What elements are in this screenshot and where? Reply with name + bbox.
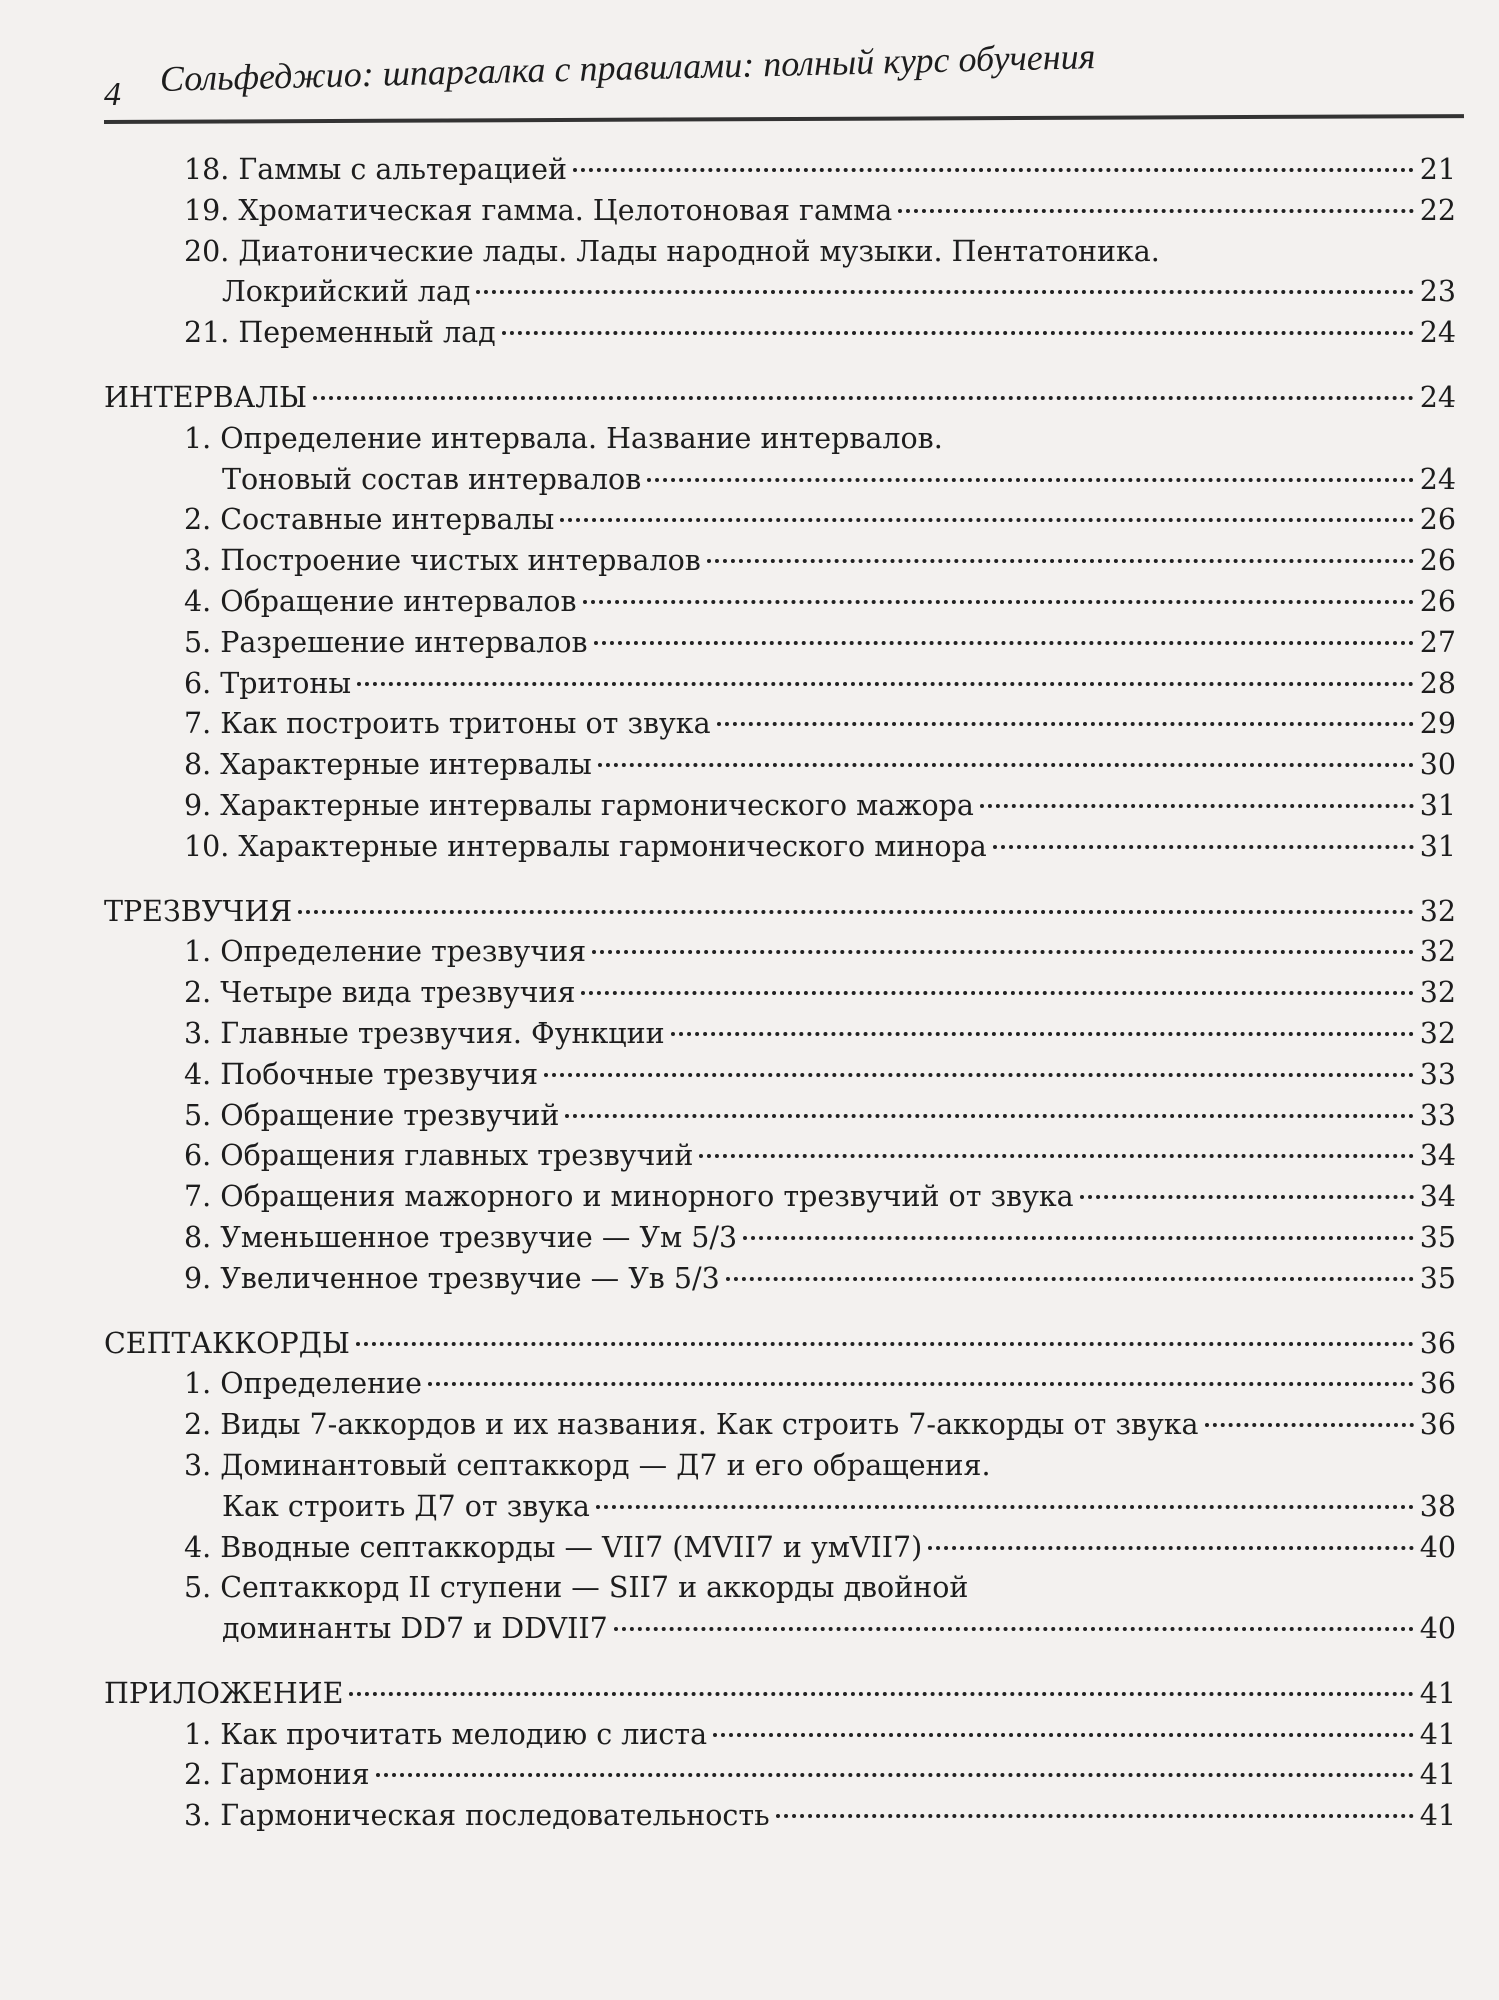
page-ref: 29 bbox=[1419, 707, 1456, 741]
dot-leader bbox=[376, 1773, 1414, 1777]
dot-leader bbox=[980, 804, 1414, 808]
page-ref: 41 bbox=[1419, 1758, 1456, 1792]
entry-title: 7. Как построить тритоны от звука bbox=[184, 707, 711, 741]
page-ref: 22 bbox=[1419, 193, 1456, 227]
page-ref: 23 bbox=[1419, 275, 1456, 309]
entry-title: 5. Разрешение интервалов bbox=[184, 625, 588, 659]
dot-leader bbox=[565, 1114, 1413, 1118]
entry-title: 2. Виды 7-аккордов и их названия. Как строить 7-аккорды от звука bbox=[184, 1408, 1199, 1442]
page-ref: 41 bbox=[1419, 1717, 1456, 1751]
entry-title: 8. Характерные интервалы bbox=[184, 748, 592, 782]
page-ref: 36 bbox=[1419, 1408, 1456, 1442]
toc-entry bbox=[104, 582, 1456, 623]
toc-entry bbox=[104, 1487, 1456, 1528]
page-ref: 32 bbox=[1419, 894, 1456, 928]
toc-entry bbox=[104, 704, 1456, 745]
toc-entry bbox=[104, 460, 1456, 501]
toc-entry bbox=[104, 827, 1456, 868]
dot-leader bbox=[357, 682, 1414, 686]
dot-leader bbox=[713, 1733, 1414, 1737]
dot-leader bbox=[598, 763, 1414, 767]
page-ref: 41 bbox=[1419, 1676, 1456, 1710]
dot-leader bbox=[743, 1236, 1414, 1240]
toc-entry bbox=[104, 1528, 1456, 1569]
dot-leader bbox=[313, 396, 1414, 400]
page-ref: 34 bbox=[1419, 1180, 1456, 1214]
entry-title: 9. Увеличенное трезвучие — Ув 5/3 bbox=[184, 1261, 720, 1295]
entry-title: ПРИЛОЖЕНИЕ bbox=[104, 1676, 344, 1710]
toc-entry bbox=[104, 150, 1456, 191]
toc-entry bbox=[104, 1259, 1456, 1300]
dot-leader bbox=[349, 1692, 1413, 1696]
page-ref: 26 bbox=[1419, 503, 1456, 537]
entry-title: 4. Обращение интервалов bbox=[184, 584, 577, 618]
entry-title: ТРЕЗВУЧИЯ bbox=[104, 894, 293, 928]
page-header bbox=[104, 36, 1464, 120]
entry-title: 5. Септаккорд II ступени — SII7 и аккорды двойной bbox=[184, 1571, 969, 1605]
toc-entry bbox=[104, 932, 1456, 973]
page-ref: 32 bbox=[1419, 1016, 1456, 1050]
dot-leader bbox=[614, 1627, 1414, 1631]
toc-entry bbox=[104, 892, 1456, 933]
toc-entry bbox=[104, 1014, 1456, 1055]
toc-entry bbox=[104, 272, 1456, 313]
entry-title: 18. Гаммы с альтерацией bbox=[184, 153, 568, 186]
page-ref: 21 bbox=[1419, 153, 1456, 186]
toc-section bbox=[104, 892, 1456, 1300]
page-ref: 34 bbox=[1419, 1139, 1456, 1173]
toc-entry bbox=[104, 500, 1456, 541]
page-ref: 35 bbox=[1419, 1220, 1456, 1254]
page-ref: 33 bbox=[1419, 1057, 1456, 1091]
entry-title: 2. Составные интервалы bbox=[184, 503, 555, 537]
dot-leader bbox=[726, 1277, 1414, 1281]
toc-entry bbox=[104, 1796, 1456, 1837]
entry-title: СЕПТАККОРДЫ bbox=[104, 1326, 350, 1360]
page-ref: 26 bbox=[1419, 584, 1456, 618]
page-ref: 31 bbox=[1419, 829, 1456, 863]
entry-title: 10. Характерные интервалы гармонического минора bbox=[184, 829, 987, 863]
entry-title: 2. Четыре вида трезвучия bbox=[184, 976, 576, 1010]
entry-title: 4. Вводные септаккорды — VII7 (MVII7 и умVII7) bbox=[184, 1530, 923, 1564]
page-ref: 24 bbox=[1419, 380, 1456, 414]
toc-entry bbox=[104, 191, 1456, 232]
page-ref: 38 bbox=[1419, 1489, 1456, 1523]
toc-entry bbox=[104, 1715, 1456, 1756]
dot-leader bbox=[717, 722, 1414, 726]
entry-title: 1. Как прочитать мелодию с листа bbox=[184, 1717, 708, 1751]
dot-leader bbox=[776, 1814, 1414, 1818]
toc-entry bbox=[104, 1136, 1456, 1177]
page-ref: 40 bbox=[1419, 1612, 1456, 1646]
toc-entry bbox=[104, 1405, 1456, 1446]
page-ref: 31 bbox=[1419, 788, 1456, 822]
dot-leader bbox=[476, 290, 1413, 294]
toc-entry bbox=[104, 1364, 1456, 1405]
toc-entry bbox=[104, 745, 1456, 786]
toc-section bbox=[104, 150, 1456, 354]
entry-title: 8. Уменьшенное трезвучие — Ум 5/3 bbox=[184, 1220, 738, 1254]
table-of-contents bbox=[104, 150, 1456, 1861]
page-ref: 26 bbox=[1419, 544, 1456, 578]
entry-title: Локрийский лад bbox=[222, 275, 471, 309]
dot-leader bbox=[1080, 1195, 1414, 1199]
entry-title: 21. Переменный лад bbox=[184, 316, 496, 350]
toc-entry bbox=[104, 1609, 1456, 1650]
entry-title: 3. Построение чистых интервалов bbox=[184, 544, 701, 578]
dot-leader bbox=[573, 168, 1414, 172]
dot-leader bbox=[699, 1154, 1413, 1158]
dot-leader bbox=[544, 1073, 1414, 1077]
page-ref: 30 bbox=[1419, 748, 1456, 782]
page-number: 4 bbox=[104, 76, 121, 113]
entry-title: 3. Главные трезвучия. Функции bbox=[184, 1016, 665, 1050]
toc-entry bbox=[104, 1218, 1456, 1259]
page-ref: 28 bbox=[1419, 666, 1456, 700]
entry-title: 9. Характерные интервалы гармонического мажора bbox=[184, 788, 974, 822]
entry-title: доминанты DD7 и DDVII7 bbox=[222, 1612, 608, 1646]
entry-title: 20. Диатонические лады. Лады народной музыки. Пентатоника. bbox=[184, 234, 1160, 268]
toc-entry bbox=[104, 313, 1456, 354]
page-ref: 32 bbox=[1419, 976, 1456, 1010]
toc-section bbox=[104, 378, 1456, 868]
page-ref: 32 bbox=[1419, 935, 1456, 969]
dot-leader bbox=[707, 559, 1414, 563]
dot-leader bbox=[560, 518, 1413, 522]
page-ref: 35 bbox=[1419, 1261, 1456, 1295]
running-title: Сольфеджио: шпаргалка с правилами: полный курс обучения bbox=[159, 36, 1096, 99]
toc-entry bbox=[104, 664, 1456, 705]
toc-section bbox=[104, 1674, 1456, 1837]
toc-entry bbox=[104, 786, 1456, 827]
entry-title: 6. Обращения главных трезвучий bbox=[184, 1139, 694, 1173]
dot-leader bbox=[594, 641, 1414, 645]
dot-leader bbox=[298, 910, 1414, 914]
dot-leader bbox=[928, 1546, 1414, 1550]
toc-entry bbox=[104, 1096, 1456, 1137]
entry-title: ИНТЕРВАЛЫ bbox=[104, 380, 308, 414]
toc-entry bbox=[104, 1055, 1456, 1096]
dot-leader bbox=[993, 845, 1414, 849]
page-ref: 36 bbox=[1419, 1326, 1456, 1360]
dot-leader bbox=[592, 950, 1414, 954]
page-ref: 27 bbox=[1419, 625, 1456, 659]
page-ref: 36 bbox=[1419, 1367, 1456, 1401]
toc-entry bbox=[104, 1674, 1456, 1715]
entry-title: 2. Гармония bbox=[184, 1758, 370, 1792]
entry-title: 3. Гармоническая последовательность bbox=[184, 1799, 770, 1833]
toc-entry bbox=[104, 1755, 1456, 1796]
toc-entry bbox=[104, 541, 1456, 582]
dot-leader bbox=[898, 209, 1413, 213]
entry-title: 3. Доминантовый септаккорд — Д7 и его обращения. bbox=[184, 1448, 991, 1482]
toc-entry bbox=[104, 378, 1456, 419]
toc-entry bbox=[104, 1324, 1456, 1365]
entry-title: 1. Определение интервала. Название интервалов. bbox=[184, 421, 943, 455]
entry-title: 1. Определение bbox=[184, 1367, 422, 1401]
dot-leader bbox=[671, 1032, 1414, 1036]
dot-leader bbox=[1205, 1423, 1414, 1427]
dot-leader bbox=[581, 991, 1413, 995]
page-ref: 41 bbox=[1419, 1799, 1456, 1833]
dot-leader bbox=[502, 331, 1414, 335]
toc-section bbox=[104, 1324, 1456, 1650]
toc-entry bbox=[104, 623, 1456, 664]
entry-title: 4. Побочные трезвучия bbox=[184, 1057, 539, 1091]
page-ref: 24 bbox=[1419, 462, 1456, 496]
dot-leader bbox=[356, 1342, 1414, 1346]
dot-leader bbox=[583, 600, 1414, 604]
page-ref: 24 bbox=[1419, 316, 1456, 350]
entry-title: 1. Определение трезвучия bbox=[184, 935, 587, 969]
entry-title: 6. Тритоны bbox=[184, 666, 352, 700]
entry-title: 19. Хроматическая гамма. Целотоновая гамма bbox=[184, 193, 893, 227]
toc-entry bbox=[104, 1177, 1456, 1218]
toc-entry bbox=[104, 973, 1456, 1014]
dot-leader bbox=[596, 1505, 1414, 1509]
page-ref: 33 bbox=[1419, 1098, 1456, 1132]
header-rule bbox=[104, 114, 1464, 124]
dot-leader bbox=[428, 1382, 1414, 1386]
entry-title: Как строить Д7 от звука bbox=[222, 1489, 590, 1523]
entry-title: Тоновый состав интервалов bbox=[222, 462, 642, 496]
entry-title: 5. Обращение трезвучий bbox=[184, 1098, 560, 1132]
entry-title: 7. Обращения мажорного и минорного трезвучий от звука bbox=[184, 1180, 1074, 1214]
dot-leader bbox=[647, 478, 1413, 482]
page-ref: 40 bbox=[1419, 1530, 1456, 1564]
